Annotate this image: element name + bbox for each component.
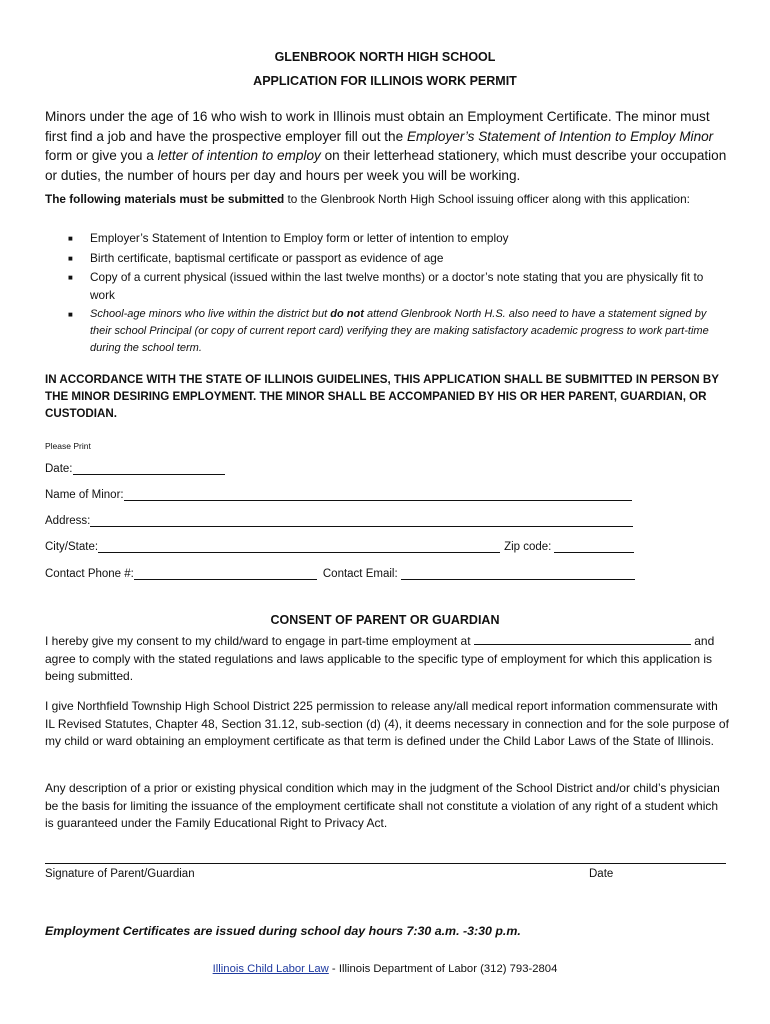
date-line[interactable] (73, 462, 225, 475)
city-state-field[interactable]: City/State: Zip code: (45, 537, 634, 553)
employer-line[interactable] (474, 634, 691, 645)
consent-heading: CONSENT OF PARENT OR GUARDIAN (270, 613, 500, 627)
consent-paragraph-2: I give Northfield Township High School District 225 permission to release any/all medical report information commensurate with IL Revised Statutes, Chapter 48, Section 31.12, sub-section (d) (4), it deems necessary in connection and for the sole purpose of my child or ward obtaining an employment certificate as that term is defined under the Child Labor Laws of the State of Illinois. (45, 699, 729, 749)
zip-line[interactable] (554, 540, 634, 553)
signature-line[interactable] (45, 863, 726, 864)
please-print-label: Please Print (45, 441, 91, 451)
form-title: APPLICATION FOR ILLINOIS WORK PERMIT (253, 74, 517, 88)
guidelines-notice: IN ACCORDANCE WITH THE STATE OF ILLINOIS GUIDELINES, THIS APPLICATION SHALL BE SUBMITTED IN PERSON BY THE MINOR DESIRING EMPLOYMENT. THE MINOR SHALL BE ACCOMPANIED BY HIS OR HER PARENT, GUARDIAN, OR CUSTODIAN. (45, 373, 719, 420)
contact-field[interactable]: Contact Phone #: Contact Email: (45, 564, 635, 580)
address-field[interactable]: Address: (45, 511, 633, 527)
consent-paragraph-3: Any description of a prior or existing physical condition which may in the judgment of the School District and/or child’s physician be the basis for limiting the issuance of the employment certificate shall not constitute a violation of any right of a student which is guaranteed under the Family Educational Right to Privacy Act. (45, 781, 720, 831)
address-line[interactable] (90, 514, 633, 527)
email-line[interactable] (401, 567, 635, 580)
signature-date-label: Date (589, 868, 614, 880)
list-item: ■ Employer’s Statement of Intention to Employ form or letter of intention to employ (68, 231, 509, 245)
footer-line: Illinois Child Labor Law - Illinois Department of Labor (312) 793-2804 (212, 963, 558, 975)
signature-label: Signature of Parent/Guardian (45, 868, 195, 880)
city-line[interactable] (98, 540, 500, 553)
list-item: ■ Birth certificate, baptismal certificate or passport as evidence of age (68, 250, 444, 265)
intro-paragraph: Minors under the age of 16 who wish to work in Illinois must obtain an Employment Certificate. The minor must first find a job and have the prospective employer fill out the Employer’s Statement of Intention to Employ Minor form or give you a letter of intention to employ on their letterhead stationery, which must describe your occupation or duties, the number of hours per day and hours per week you will be working. (45, 109, 727, 183)
school-name: GLENBROOK NORTH HIGH SCHOOL (274, 50, 496, 64)
child-labor-law-link[interactable]: Illinois Child Labor Law (212, 963, 329, 975)
name-of-minor-field[interactable]: Name of Minor: (45, 485, 632, 501)
materials-intro: The following materials must be submitted to the Glenbrook North High School issuing officer along with this application: (45, 192, 690, 206)
date-field[interactable]: Date: (45, 459, 225, 475)
name-line[interactable] (124, 488, 632, 501)
materials-list (68, 230, 728, 359)
list-item: ■ School-age minors who live within the district but do not attend Glenbrook North H.S. also need to have a statement signed by their school Principal (or copy of current report card) verifying they are making satisfactory academic progress to work part-time during the school term. (68, 308, 709, 354)
list-item: ■ Copy of a current physical (issued within the last twelve months) or a doctor’s note stating that you are physically fit to work (68, 270, 704, 302)
issuing-hours: Employment Certificates are issued during school day hours 7:30 a.m. -3:30 p.m. (45, 924, 521, 938)
consent-paragraph-1: I hereby give my consent to my child/ward to engage in part-time employment at and agree to comply with the stated regulations and laws applicable to the specific type of employment for which this application is being submitted. (45, 634, 715, 684)
phone-line[interactable] (134, 567, 317, 580)
